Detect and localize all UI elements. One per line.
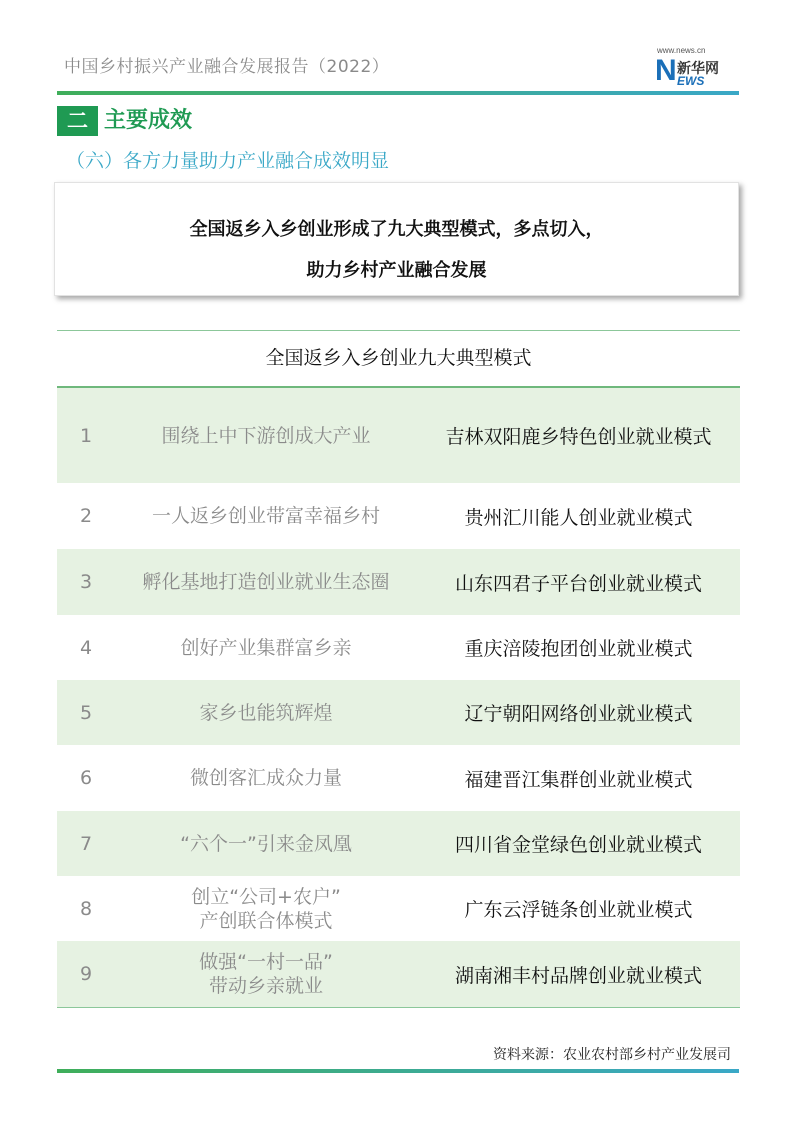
row-number: 2 (79, 505, 93, 527)
row-description-line: 创好产业集群富乡亲 (180, 636, 352, 659)
row-model-name: 四川省金堂绿色创业就业模式 (454, 834, 702, 856)
table-row (57, 483, 740, 549)
section-number: 二 (57, 106, 98, 136)
row-number: 8 (79, 897, 93, 920)
logo-ews-text: EWS (677, 74, 705, 88)
row-description-line: 一人返乡创业带富幸福乡村 (151, 505, 380, 527)
row-model-name: 湖南湘丰村品牌创业就业模式 (454, 964, 702, 987)
row-description (115, 615, 417, 680)
row-description-line: 带动乡亲就业 (208, 975, 323, 997)
subsection-title: （六）各方力量助力产业融合成效明显 (66, 150, 390, 172)
row-description (115, 941, 417, 1007)
callout-line-2: 助力乡村产业融合发展 (306, 260, 487, 281)
row-description (115, 680, 417, 745)
report-title: 中国乡村振兴产业融合发展报告（2022） (64, 57, 390, 77)
table-caption: 全国返乡入乡创业九大典型模式 (265, 347, 532, 369)
row-description (115, 483, 417, 549)
table-row (57, 745, 740, 811)
row-model-name: 吉林双阳鹿乡特色创业就业模式 (445, 426, 712, 448)
logo-n-letter: N (655, 54, 677, 87)
row-model-name: 福建晋江集群创业就业模式 (464, 768, 693, 791)
table-body (57, 388, 740, 1007)
row-description-line: 孵化基地打造创业就业生态圈 (142, 571, 390, 593)
row-number: 7 (79, 832, 93, 855)
table-row (57, 941, 740, 1007)
row-description (115, 549, 417, 615)
row-number: 5 (79, 701, 93, 724)
row-number: 6 (79, 767, 93, 789)
table-bottom-rule (57, 1007, 740, 1008)
table-row (57, 680, 740, 745)
row-description-line: 微创客汇成众力量 (189, 767, 342, 789)
table-row (57, 876, 740, 941)
table-row (57, 811, 740, 876)
row-model-name: 辽宁朝阳网络创业就业模式 (464, 703, 693, 725)
footer-divider (57, 1069, 739, 1073)
row-description-line: 创立“公司+农户” (191, 885, 341, 908)
row-number: 1 (79, 424, 93, 447)
section-title: 主要成效 (104, 108, 193, 133)
row-description-line: “六个一”引来金凤凰 (180, 832, 352, 855)
callout-line-1: 全国返乡入乡创业形成了九大典型模式，多点切入， (189, 219, 604, 240)
row-number: 3 (79, 571, 93, 593)
row-model-name: 重庆涪陵抱团创业就业模式 (464, 638, 693, 660)
row-description-line: 产创联合体模式 (199, 909, 333, 932)
logo-url-text: www.news.cn (657, 46, 706, 55)
row-description (115, 388, 417, 483)
header-divider (57, 91, 739, 95)
row-model-name: 贵州汇川能人创业就业模式 (464, 506, 693, 529)
xinhuanet-logo (655, 46, 731, 92)
table-row (57, 615, 740, 680)
row-model-name: 山东四君子平台创业就业模式 (454, 572, 702, 595)
row-description-line: 做强“一村一品” (199, 951, 333, 973)
table-row (57, 388, 740, 483)
row-number: 4 (79, 636, 93, 659)
row-number: 9 (79, 963, 93, 985)
row-description-line: 家乡也能筑辉煌 (199, 701, 333, 724)
table-row (57, 549, 740, 615)
logo-brand-text: 新华网 (677, 61, 719, 77)
row-description-line: 围绕上中下游创成大产业 (161, 424, 371, 447)
source-note: 资料来源：农业农村部乡村产业发展司 (493, 1047, 731, 1063)
models-table (57, 330, 740, 1008)
row-description (115, 876, 417, 941)
row-description (115, 745, 417, 811)
row-description (115, 811, 417, 876)
row-model-name: 广东云浮链条创业就业模式 (464, 899, 693, 921)
summary-callout (54, 182, 739, 296)
